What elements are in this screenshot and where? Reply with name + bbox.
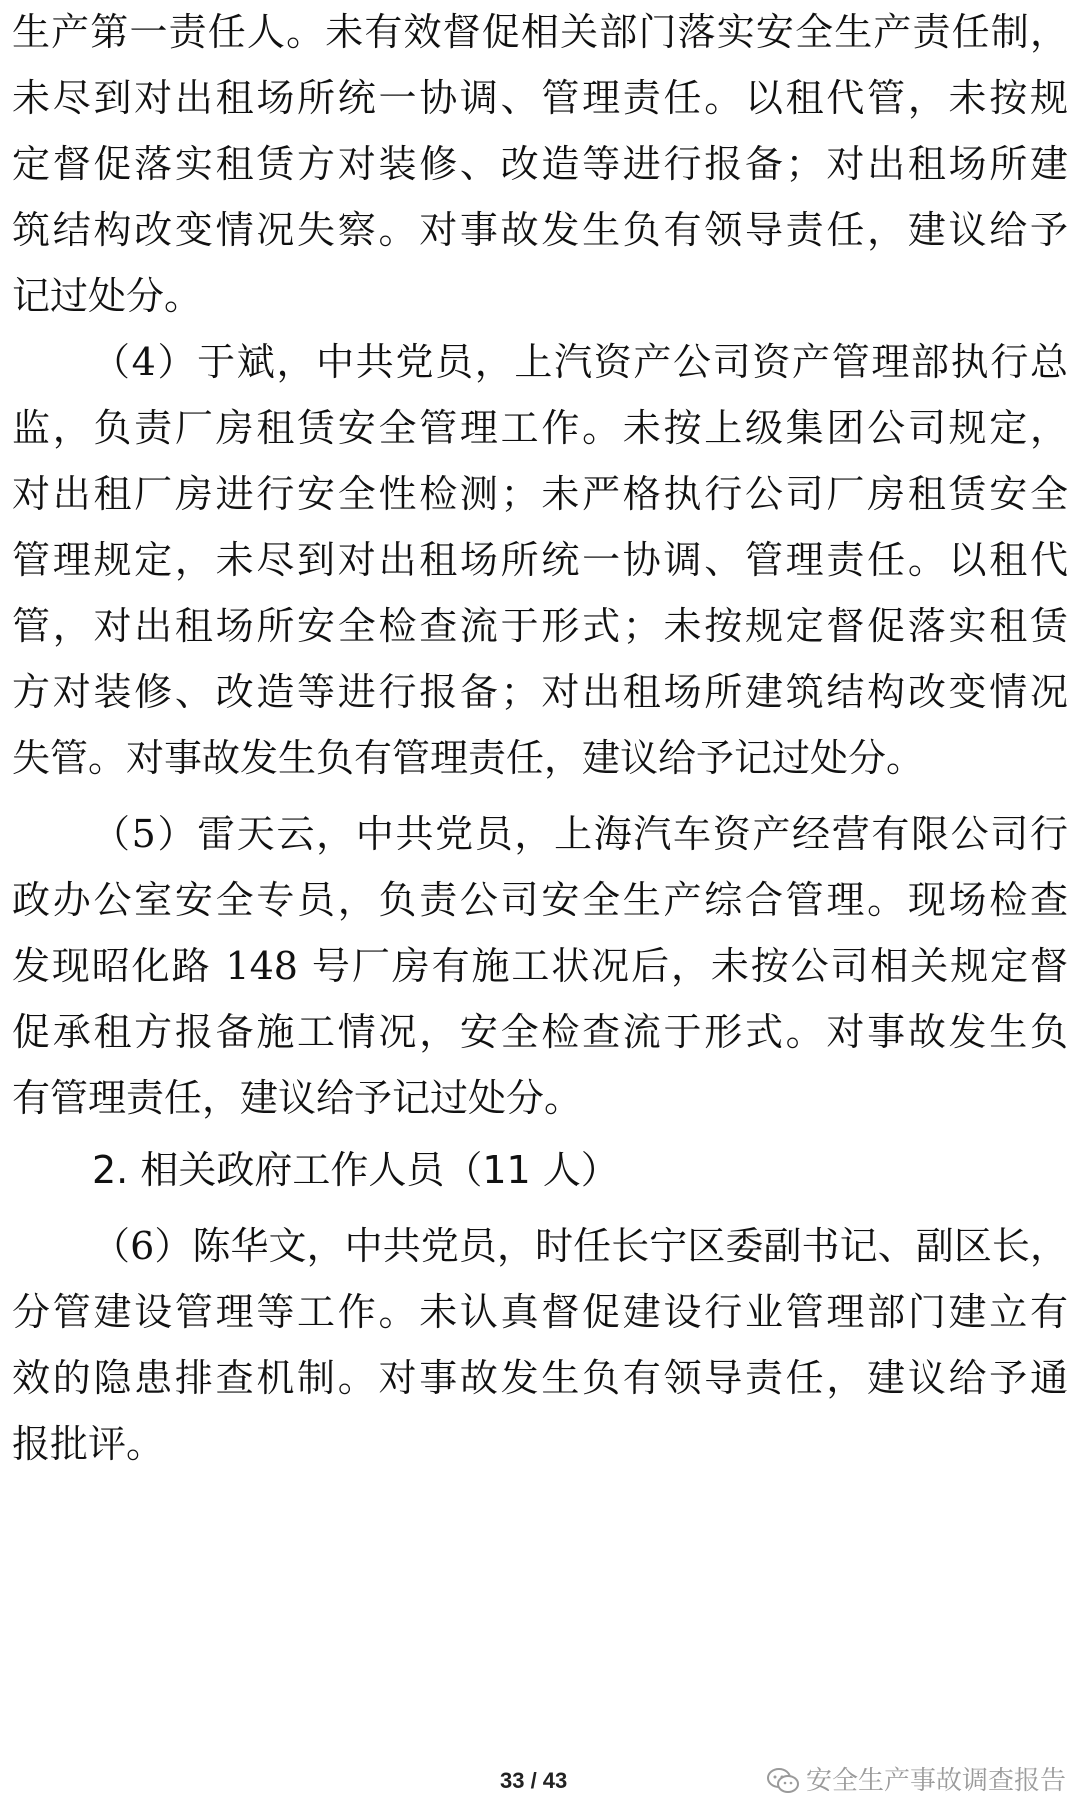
paragraph-start-line: （5）雷天云，中共党员，上海汽车资产经营有限公司行 <box>92 812 1068 856</box>
body-text-line: 筑结构改变情况失察。对事故发生负有领导责任，建议给予 <box>12 208 1068 252</box>
body-text-line: 监，负责厂房租赁安全管理工作。未按上级集团公司规定， <box>12 406 1068 450</box>
body-text-line: 效的隐患排查机制。对事故发生负有领导责任，建议给予通 <box>12 1356 1068 1400</box>
body-text-line: 政办公室安全专员，负责公司安全生产综合管理。现场检查 <box>12 878 1068 922</box>
paragraph-start-line: （4）于斌，中共党员，上汽资产公司资产管理部执行总 <box>92 340 1068 384</box>
watermark-label: 安全生产事故调查报告 <box>805 1766 1066 1796</box>
paragraph-start-line: （6）陈华文，中共党员，时任长宁区委副书记、副区长， <box>92 1224 1068 1268</box>
body-text-line: 定督促落实租赁方对装修、改造等进行报备；对出租场所建 <box>12 142 1068 186</box>
body-text-line: 生产第一责任人。未有效督促相关部门落实安全生产责任制， <box>12 10 1068 54</box>
body-text-line: 发现昭化路 148 号厂房有施工状况后，未按公司相关规定督 <box>12 944 1068 988</box>
page-number: 33 / 43 <box>500 1768 568 1793</box>
body-text-line: 方对装修、改造等进行报备；对出租场所建筑结构改变情况 <box>12 670 1068 714</box>
body-text-line: 未尽到对出租场所统一协调、管理责任。以租代管，未按规 <box>12 76 1068 120</box>
body-text-line: 失管。对事故发生负有管理责任，建议给予记过处分。 <box>12 736 925 780</box>
body-text-line: 分管建设管理等工作。未认真督促建设行业管理部门建立有 <box>12 1290 1068 1334</box>
body-text-line: 有管理责任，建议给予记过处分。 <box>12 1076 583 1120</box>
body-text-line: 管，对出租场所安全检查流于形式；未按规定督促落实租赁 <box>12 604 1068 648</box>
page-footer <box>0 1766 1080 1796</box>
body-text-line: 记过处分。 <box>12 274 203 318</box>
section-heading: 2. 相关政府工作人员（11 人） <box>92 1148 619 1192</box>
body-text-line: 报批评。 <box>12 1422 165 1466</box>
wechat-icon <box>766 1767 800 1795</box>
body-text-line: 管理规定，未尽到对出租场所统一协调、管理责任。以租代 <box>12 538 1068 582</box>
body-text-line: 促承租方报备施工情况，安全检查流于形式。对事故发生负 <box>12 1010 1068 1054</box>
watermark <box>766 1766 1066 1796</box>
body-text-line: 对出租厂房进行安全性检测；未严格执行公司厂房租赁安全 <box>12 472 1068 516</box>
